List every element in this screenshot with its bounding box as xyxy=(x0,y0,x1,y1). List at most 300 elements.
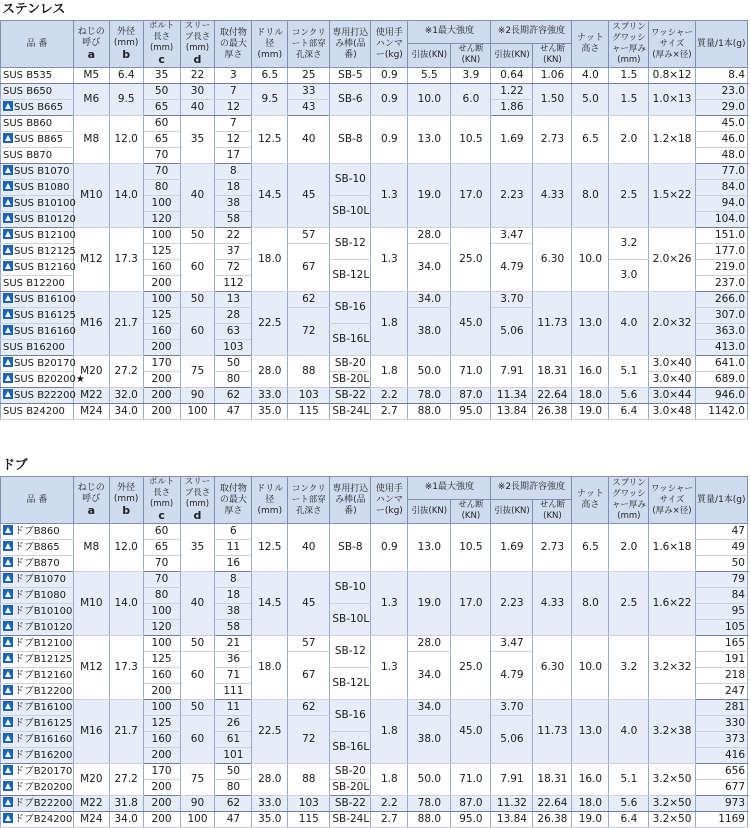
cell-mass: 49 xyxy=(695,540,747,556)
cell-nut: 16.0 xyxy=(572,356,609,388)
product-name-text: ドブB20170 xyxy=(14,766,73,777)
cell-as: 18.31 xyxy=(533,356,572,388)
cell-wa: 3.0×40 xyxy=(649,356,695,372)
cell-t: 71 xyxy=(215,668,252,684)
product-mark-icon xyxy=(3,309,13,319)
cell-wa: 2.0×32 xyxy=(649,292,695,356)
product-mark-icon xyxy=(3,701,13,711)
table-row xyxy=(1,700,748,716)
cell-mass: 656 xyxy=(695,764,747,780)
cell-wa: 3.0×40 xyxy=(649,372,695,388)
cell-ms: 87.0 xyxy=(451,796,491,812)
product-name-text: SUS B1080 xyxy=(14,182,70,193)
product-mark-icon xyxy=(3,213,13,223)
product-mark-icon xyxy=(3,781,13,791)
cell-c: 160 xyxy=(143,668,180,684)
cell-product-name xyxy=(1,796,74,812)
cell-t: 8 xyxy=(215,572,252,588)
cell-ah: 3.70 xyxy=(491,292,533,308)
cell-c: 65 xyxy=(143,540,180,556)
header-sleeve-length: スリーブ長さ (mm) d xyxy=(180,477,215,524)
product-name-text: ドブB12100 xyxy=(14,638,73,649)
cell-t: 17 xyxy=(215,148,252,164)
table-row xyxy=(1,636,748,652)
cell-c: 200 xyxy=(143,796,180,812)
cell-ah: 3.70 xyxy=(491,700,533,716)
cell-sp: 1.5 xyxy=(609,68,649,84)
cell-mh: 34.0 xyxy=(408,292,451,308)
cell-conc: 33 xyxy=(288,84,330,100)
cell-gaikei: 32.0 xyxy=(109,388,143,404)
cell-neji: M20 xyxy=(73,356,109,388)
cell-conc: 57 xyxy=(288,228,330,244)
cell-as: 6.30 xyxy=(533,636,572,700)
cell-mass: 23.0 xyxy=(695,84,747,100)
cell-ham: 2.2 xyxy=(371,796,408,812)
cell-sb: SB-12 xyxy=(330,636,371,668)
cell-sp: 2.0 xyxy=(609,116,649,164)
cell-neji: M12 xyxy=(73,636,109,700)
cell-c: 200 xyxy=(143,684,180,700)
cell-c: 170 xyxy=(143,356,180,372)
cell-ah: 3.47 xyxy=(491,228,533,244)
cell-t: 12 xyxy=(215,132,252,148)
cell-mass: 219.0 xyxy=(695,260,747,276)
cell-nut: 19.0 xyxy=(572,812,609,828)
cell-conc: 103 xyxy=(288,796,330,812)
product-mark-icon xyxy=(3,765,13,775)
cell-sb: SB-12 xyxy=(330,228,371,260)
header-sleeve-length: スリーブ長さ (mm) d xyxy=(180,21,215,68)
cell-c: 100 xyxy=(143,604,180,620)
cell-t: 8 xyxy=(215,164,252,180)
cell-ah: 1.69 xyxy=(491,524,533,572)
cell-t: 103 xyxy=(215,340,252,356)
cell-mass: 413.0 xyxy=(695,340,747,356)
cell-as: 18.31 xyxy=(533,764,572,796)
header-mass: 質量/1本(g) xyxy=(695,21,747,68)
product-mark-icon xyxy=(3,525,13,535)
cell-d: 40 xyxy=(180,100,215,116)
cell-neji: M10 xyxy=(73,164,109,228)
cell-as: 26.38 xyxy=(533,812,572,828)
cell-d: 35 xyxy=(180,524,215,572)
cell-sp: 5.1 xyxy=(609,356,649,388)
cell-sp: 5.1 xyxy=(609,764,649,796)
cell-neji: M8 xyxy=(73,116,109,164)
cell-drill: 9.5 xyxy=(252,84,288,116)
cell-mh: 13.0 xyxy=(408,116,451,164)
product-name-text: SUS B20170 xyxy=(14,358,76,369)
cell-t: 58 xyxy=(215,620,252,636)
cell-wa: 1.6×18 xyxy=(649,524,695,572)
cell-wa: 3.2×50 xyxy=(649,764,695,796)
cell-d: 75 xyxy=(180,356,215,388)
cell-product-name xyxy=(1,620,74,636)
cell-gaikei: 21.7 xyxy=(109,292,143,356)
table-row xyxy=(1,116,748,132)
cell-c: 125 xyxy=(143,244,180,260)
cell-conc: 40 xyxy=(288,524,330,572)
cell-ms: 6.0 xyxy=(451,84,491,116)
cell-neji: M10 xyxy=(73,572,109,636)
cell-conc: 88 xyxy=(288,356,330,388)
cell-c: 65 xyxy=(143,132,180,148)
cell-d: 60 xyxy=(180,716,215,764)
cell-mass: 973 xyxy=(695,796,747,812)
cell-drill: 22.5 xyxy=(252,292,288,356)
product-name-text: SUS B24200 xyxy=(3,406,65,417)
cell-conc: 62 xyxy=(288,292,330,308)
cell-mass: 48.0 xyxy=(695,148,747,164)
cell-mh: 34.0 xyxy=(408,652,451,700)
cell-t: 21 xyxy=(215,636,252,652)
cell-ms: 87.0 xyxy=(451,388,491,404)
cell-sb: SB-8 xyxy=(330,524,371,572)
cell-ms: 45.0 xyxy=(451,700,491,764)
cell-c: 200 xyxy=(143,372,180,388)
cell-product-name xyxy=(1,556,74,572)
cell-sb: SB-16L xyxy=(330,324,371,356)
cell-nut: 13.0 xyxy=(572,292,609,356)
cell-d: 60 xyxy=(180,308,215,356)
cell-sb: SB-10L xyxy=(330,604,371,636)
cell-mass: 84 xyxy=(695,588,747,604)
product-name-text: ドブB16100 xyxy=(14,702,73,713)
cell-mass: 151.0 xyxy=(695,228,747,244)
product-mark-icon xyxy=(3,245,13,255)
cell-ham: 1.3 xyxy=(371,228,408,292)
cell-product-name xyxy=(1,212,74,228)
cell-t: 11 xyxy=(215,540,252,556)
header-bolt-length: ボルト長さ (mm) c xyxy=(143,21,180,68)
product-mark-icon xyxy=(3,165,13,175)
cell-nut: 8.0 xyxy=(572,572,609,636)
cell-c: 125 xyxy=(143,652,180,668)
cell-conc: 115 xyxy=(288,404,330,420)
table-row xyxy=(1,68,748,84)
cell-sp: 3.0 xyxy=(609,260,649,292)
cell-mh: 28.0 xyxy=(408,228,451,244)
product-mark-icon xyxy=(3,813,13,823)
cell-sp: 5.6 xyxy=(609,796,649,812)
cell-ham: 2.7 xyxy=(371,404,408,420)
cell-mass: 946.0 xyxy=(695,388,747,404)
cell-mh: 78.0 xyxy=(408,796,451,812)
cell-t: 16 xyxy=(215,556,252,572)
product-name-text: SUS B12160 xyxy=(14,262,76,273)
cell-mass: 677 xyxy=(695,780,747,796)
cell-t: 72 xyxy=(215,260,252,276)
cell-ham: 1.8 xyxy=(371,356,408,388)
cell-t: 80 xyxy=(215,780,252,796)
cell-product-name xyxy=(1,636,74,652)
cell-drill: 35.0 xyxy=(252,812,288,828)
cell-mass: 8.4 xyxy=(695,68,747,84)
cell-product-name xyxy=(1,540,74,556)
cell-as: 1.50 xyxy=(533,84,572,116)
cell-t: 6 xyxy=(215,524,252,540)
product-name-text: SUS B860 xyxy=(3,118,53,129)
cell-mass: 307.0 xyxy=(695,308,747,324)
header-allow-strength: ※2長期許容強度 xyxy=(491,477,572,500)
header-allow-hiki: 引抜(KN) xyxy=(491,43,533,67)
cell-sb: SB-22 xyxy=(330,388,371,404)
cell-product-name xyxy=(1,164,74,180)
cell-t: 101 xyxy=(215,748,252,764)
cell-product-name xyxy=(1,196,74,212)
product-name-text: ドブB860 xyxy=(14,526,60,537)
cell-nut: 6.5 xyxy=(572,524,609,572)
table-row xyxy=(1,388,748,404)
product-name-text: SUS B10120 xyxy=(14,214,76,225)
cell-d: 90 xyxy=(180,388,215,404)
cell-mh: 38.0 xyxy=(408,308,451,356)
cell-c: 70 xyxy=(143,164,180,180)
cell-t: 38 xyxy=(215,604,252,620)
cell-drill: 18.0 xyxy=(252,636,288,700)
cell-product-name xyxy=(1,116,74,132)
cell-as: 26.38 xyxy=(533,404,572,420)
cell-gaikei: 27.2 xyxy=(109,356,143,388)
cell-nut: 16.0 xyxy=(572,764,609,796)
cell-product-name xyxy=(1,84,74,100)
cell-t: 36 xyxy=(215,652,252,668)
cell-c: 65 xyxy=(143,100,180,116)
cell-drill: 14.5 xyxy=(252,572,288,636)
cell-mass: 689.0 xyxy=(695,372,747,388)
header-drill: ドリル径(mm) xyxy=(252,21,288,68)
cell-conc: 45 xyxy=(288,572,330,636)
cell-neji: M6 xyxy=(73,84,109,116)
cell-product-name xyxy=(1,588,74,604)
cell-sb: SB-20L xyxy=(330,780,371,796)
cell-product-name xyxy=(1,732,74,748)
cell-sp: 4.0 xyxy=(609,292,649,356)
header-hinban: 品 番 xyxy=(1,477,74,524)
cell-c: 125 xyxy=(143,308,180,324)
cell-d: 35 xyxy=(180,116,215,164)
cell-gaikei: 9.5 xyxy=(109,84,143,116)
cell-t: 37 xyxy=(215,244,252,260)
cell-ah: 11.32 xyxy=(491,796,533,812)
cell-t: 47 xyxy=(215,812,252,828)
header-neji: ねじの呼び a xyxy=(73,477,109,524)
product-mark-icon xyxy=(3,669,13,679)
cell-sb: SB-20L xyxy=(330,372,371,388)
cell-sb: SB-12L xyxy=(330,668,371,700)
cell-t: 3 xyxy=(215,68,252,84)
cell-t: 18 xyxy=(215,180,252,196)
cell-ah: 5.06 xyxy=(491,308,533,356)
cell-mass: 84.0 xyxy=(695,180,747,196)
cell-c: 160 xyxy=(143,732,180,748)
cell-c: 200 xyxy=(143,340,180,356)
cell-drill: 18.0 xyxy=(252,228,288,292)
cell-t: 50 xyxy=(215,764,252,780)
product-mark-icon xyxy=(3,197,13,207)
cell-product-name xyxy=(1,716,74,732)
cell-as: 6.30 xyxy=(533,228,572,292)
product-mark-icon xyxy=(3,541,13,551)
cell-mass: 79 xyxy=(695,572,747,588)
header-spring: スプリングワッシャー厚み (mm) xyxy=(609,21,649,68)
header-toritsuke: 取付物の最大厚さ xyxy=(215,477,252,524)
cell-mass: 45.0 xyxy=(695,116,747,132)
cell-sp: 4.0 xyxy=(609,700,649,764)
cell-c: 35 xyxy=(143,68,180,84)
cell-mh: 34.0 xyxy=(408,244,451,292)
product-mark-icon xyxy=(3,373,13,383)
product-name-text: ドブB10120 xyxy=(14,622,73,633)
cell-ah: 3.47 xyxy=(491,636,533,652)
cell-mass: 641.0 xyxy=(695,356,747,372)
cell-mass: 77.0 xyxy=(695,164,747,180)
cell-wa: 1.5×22 xyxy=(649,164,695,228)
cell-c: 160 xyxy=(143,324,180,340)
cell-sp: 1.5 xyxy=(609,84,649,116)
cell-sp: 2.0 xyxy=(609,524,649,572)
cell-ms: 25.0 xyxy=(451,228,491,292)
product-name-text: SUS B10100 xyxy=(14,198,76,209)
product-name-text: SUS B665 xyxy=(14,102,64,113)
cell-sb: SB-20 xyxy=(330,764,371,780)
cell-ms: 17.0 xyxy=(451,572,491,636)
cell-sb: SB-10 xyxy=(330,572,371,604)
cell-sp: 2.5 xyxy=(609,572,649,636)
cell-mh: 10.0 xyxy=(408,84,451,116)
cell-c: 120 xyxy=(143,212,180,228)
product-name-text: ドブB22200 xyxy=(14,798,73,809)
cell-sb: SB-6 xyxy=(330,84,371,116)
cell-t: 28 xyxy=(215,308,252,324)
cell-drill: 12.5 xyxy=(252,524,288,572)
dove-section xyxy=(0,458,750,828)
cell-conc: 43 xyxy=(288,100,330,116)
cell-d: 60 xyxy=(180,652,215,700)
product-name-text: ドブB870 xyxy=(14,558,60,569)
cell-neji: M5 xyxy=(73,68,109,84)
cell-product-name xyxy=(1,780,74,796)
product-mark-icon xyxy=(3,637,13,647)
cell-neji: M22 xyxy=(73,388,109,404)
cell-as: 4.33 xyxy=(533,572,572,636)
cell-c: 120 xyxy=(143,620,180,636)
cell-product-name xyxy=(1,260,74,276)
cell-mh: 19.0 xyxy=(408,572,451,636)
cell-gaikei: 34.0 xyxy=(109,812,143,828)
cell-ah: 5.06 xyxy=(491,716,533,764)
product-mark-icon xyxy=(3,101,13,111)
header-mass: 質量/1本(g) xyxy=(695,477,747,524)
cell-ham: 1.3 xyxy=(371,164,408,228)
product-mark-icon xyxy=(3,733,13,743)
cell-wa: 0.8×12 xyxy=(649,68,695,84)
cell-wa: 1.0×13 xyxy=(649,84,695,116)
cell-mass: 46.0 xyxy=(695,132,747,148)
cell-c: 200 xyxy=(143,404,180,420)
cell-product-name xyxy=(1,292,74,308)
product-mark-icon xyxy=(3,261,13,271)
cell-gaikei: 31.8 xyxy=(109,796,143,812)
cell-c: 60 xyxy=(143,524,180,540)
header-washer: ワッシャーサイズ (厚み×径) xyxy=(649,21,695,68)
cell-product-name xyxy=(1,404,74,420)
cell-conc: 72 xyxy=(288,308,330,356)
cell-d: 50 xyxy=(180,292,215,308)
cell-ham: 1.3 xyxy=(371,636,408,700)
cell-mass: 50 xyxy=(695,556,747,572)
cell-product-name xyxy=(1,228,74,244)
cell-ah: 1.69 xyxy=(491,116,533,164)
header-hinban: 品 番 xyxy=(1,21,74,68)
cell-wa: 3.2×50 xyxy=(649,796,695,812)
cell-mass: 1169 xyxy=(695,812,747,828)
header-allow-strength: ※2長期許容強度 xyxy=(491,21,572,44)
cell-mass: 218 xyxy=(695,668,747,684)
cell-sb: SB-24L xyxy=(330,404,371,420)
cell-mass: 165 xyxy=(695,636,747,652)
cell-c: 160 xyxy=(143,260,180,276)
product-name-text: SUS B650 xyxy=(3,86,53,97)
cell-as: 2.73 xyxy=(533,116,572,164)
cell-as: 2.73 xyxy=(533,524,572,572)
cell-neji: M8 xyxy=(73,524,109,572)
cell-gaikei: 34.0 xyxy=(109,404,143,420)
cell-c: 200 xyxy=(143,780,180,796)
cell-drill: 33.0 xyxy=(252,796,288,812)
cell-mh: 88.0 xyxy=(408,812,451,828)
cell-ham: 1.8 xyxy=(371,700,408,764)
cell-product-name xyxy=(1,308,74,324)
cell-mh: 50.0 xyxy=(408,764,451,796)
cell-nut: 5.0 xyxy=(572,84,609,116)
cell-d: 100 xyxy=(180,812,215,828)
cell-product-name xyxy=(1,604,74,620)
cell-nut: 6.5 xyxy=(572,116,609,164)
product-name-text: ドブB12125 xyxy=(14,654,73,665)
cell-gaikei: 14.0 xyxy=(109,572,143,636)
cell-sp: 6.4 xyxy=(609,404,649,420)
cell-nut: 19.0 xyxy=(572,404,609,420)
cell-sb: SB-24L xyxy=(330,812,371,828)
header-max-sendan: せん断(KN) xyxy=(451,499,491,523)
table-row xyxy=(1,356,748,372)
header-uchikomi: 専用打込み棒(品番) xyxy=(330,477,371,524)
cell-drill: 22.5 xyxy=(252,700,288,764)
cell-product-name xyxy=(1,244,74,260)
cell-drill: 6.5 xyxy=(252,68,288,84)
cell-wa: 3.2×50 xyxy=(649,812,695,828)
product-mark-icon xyxy=(3,717,13,727)
cell-sb: SB-10L xyxy=(330,196,371,228)
product-mark-icon xyxy=(3,621,13,631)
cell-gaikei: 12.0 xyxy=(109,524,143,572)
cell-ah: 13.84 xyxy=(491,812,533,828)
header-nut: ナット高さ xyxy=(572,477,609,524)
cell-sb: SB-22 xyxy=(330,796,371,812)
header-washer: ワッシャーサイズ (厚み×径) xyxy=(649,477,695,524)
cell-c: 200 xyxy=(143,276,180,292)
cell-ham: 1.8 xyxy=(371,764,408,796)
cell-d: 60 xyxy=(180,244,215,292)
cell-c: 60 xyxy=(143,116,180,132)
cell-t: 50 xyxy=(215,356,252,372)
table-row xyxy=(1,524,748,540)
cell-product-name xyxy=(1,340,74,356)
cell-neji: M24 xyxy=(73,812,109,828)
cell-ms: 10.5 xyxy=(451,524,491,572)
